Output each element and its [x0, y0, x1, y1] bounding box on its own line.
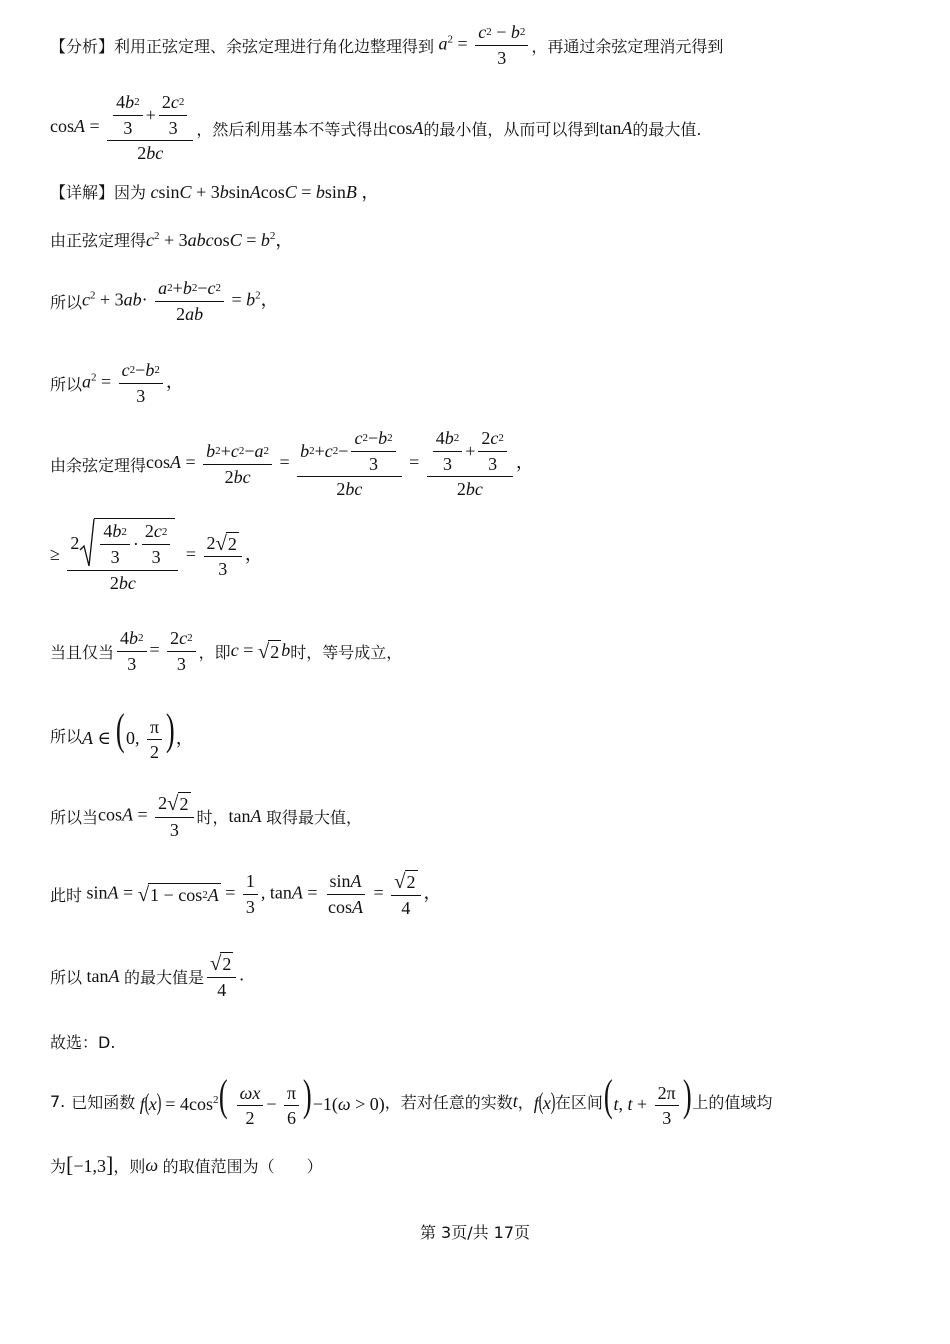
step8-text-1: 所以当 — [50, 807, 99, 827]
answer-text: 故选：D. — [50, 1033, 116, 1052]
analysis-text-3: ，然后利用基本不等式得出 — [196, 119, 389, 139]
formula-step3: $a^2$ = c 2 − b 2 3 ， — [82, 360, 184, 406]
formula-step6-eq: 4 b 2 3 = 2 c 2 3 — [114, 628, 199, 674]
formula-step1: $c^2 + 3abcosC = b^2$， — [146, 230, 294, 250]
formula-step8: cosA = 2 √ 2 3 — [98, 792, 197, 840]
analysis-text-1: 利用正弦定理、余弦定理进行角化边整理得到 — [114, 36, 435, 56]
formula-step10-val: √ 2 4 . — [204, 952, 244, 1000]
step6-text-1: 当且仅当 — [50, 642, 115, 662]
detail-intro: 因为 — [114, 182, 147, 202]
detail-line-8 — [50, 705, 910, 763]
question7-text-4: 在区间 — [554, 1093, 603, 1113]
detail-line-5 — [50, 428, 910, 500]
question7-text-8: 的取值范围为（ ） — [162, 1156, 323, 1176]
formula-step8-tanA: tanA — [228, 805, 262, 826]
formula-q7-f: $f(x) = 4\cos^2$( $\frac{\omega x}{2}$ − $\frac{\pi}{6}$ )−1(ω > 0) — [139, 1071, 385, 1129]
step1-text: 由正弦定理得 — [50, 230, 147, 250]
detail-line-1 — [50, 178, 910, 204]
step10-text-1: 所以 — [50, 967, 83, 987]
detail-line-9 — [50, 792, 910, 840]
formula-a2: $a^2$ = c 2 − b 2 3 — [434, 22, 531, 68]
analysis-line-1 — [50, 22, 910, 68]
detail-line-4 — [50, 360, 910, 406]
detail-label: 【详解】 — [50, 182, 115, 202]
step3-text: 所以 — [50, 374, 83, 394]
formula-tanA-ref: tanA — [599, 117, 633, 138]
question7-text-3: ， — [517, 1093, 534, 1113]
detail-line-12 — [50, 1030, 910, 1053]
formula-q7-t: t — [512, 1091, 518, 1112]
step10-text-2: 的最大值是 — [124, 967, 205, 987]
formula-step6-c: c = √ 2 b — [230, 639, 291, 664]
detail-line-7 — [50, 628, 910, 674]
formula-step2: $c^2 + 3ab\cdot$ a 2 + b 2 − c 2 2 ab = $b^2$， — [82, 278, 279, 324]
question7-line-2 — [50, 1152, 910, 1178]
formula-cosA-ref: cosA — [388, 117, 424, 138]
step7-text: 所以 — [50, 727, 83, 747]
step2-text: 所以 — [50, 292, 83, 312]
formula-given: csinC + 3bsinAcosC = bsinB ， — [150, 182, 380, 202]
formula-q7-omega: ω — [145, 1154, 159, 1175]
page-footer: 第 3页/共 17页 — [419, 1223, 531, 1242]
question7-text-1: 已知函数 — [71, 1093, 136, 1113]
step8-text-3: 取得最大值， — [266, 807, 363, 827]
step8-text-2: 时， — [196, 807, 229, 827]
analysis-text-2: ，再通过余弦定理消元得到 — [531, 36, 724, 56]
step6-text-2: ，即 — [198, 642, 231, 662]
formula-q7-interval: (t, t + $\frac{2\pi}{3}$ ) — [603, 1071, 692, 1129]
step9-text: 此时 — [50, 885, 83, 905]
formula-cosA-initial: cosA = 4 b 2 3 + 2 c 2 3 2 bc — [50, 92, 196, 164]
question7-text-2: ，若对任意的实数 — [384, 1093, 513, 1113]
detail-line-10 — [50, 870, 910, 918]
detail-line-3 — [50, 278, 910, 324]
step4-text: 由余弦定理得 — [50, 455, 147, 475]
formula-q7-range: [−1,3] — [66, 1152, 114, 1177]
question7-text-5: 上的值域均 — [692, 1093, 773, 1113]
formula-step4: cosA = b 2 + c 2 − a 2 2 bc = b 2 + c 2 − c 2 − b 2 3 2 bc = 4 b 2 3 + 2 c 2 3 2 bc ， — [146, 428, 534, 500]
analysis-line-2 — [50, 92, 910, 164]
analysis-text-4: 的最小值，从而可以得到 — [423, 119, 600, 139]
question7-text-6: 为 — [50, 1156, 67, 1176]
formula-step5: ≥ 2 4 b 2 3 · 2 c 2 3 2 bc = 2 √ 2 3 ， — [50, 518, 263, 594]
question7-text-7: ，则 — [113, 1156, 146, 1176]
question7-number: 7. — [50, 1092, 66, 1112]
formula-step10-tanA: tanA — [82, 965, 120, 986]
formula-step9: sinA = √ 1 − cos 2 A = $\frac{1}{3}$ , tanA = sin A cos A = √ 2 4 ， — [82, 870, 442, 918]
detail-line-11 — [50, 952, 910, 1000]
step6-text-3: 时，等号成立， — [290, 642, 403, 662]
analysis-label: 【分析】 — [50, 36, 115, 56]
question7-line-1 — [50, 1071, 910, 1129]
analysis-text-5: 的最大值. — [632, 119, 702, 139]
formula-q7-fx: f(x) — [533, 1088, 556, 1115]
detail-line-6 — [50, 518, 910, 594]
formula-step7: A ∈ (0, $\frac{\pi}{2}$ )， — [82, 705, 194, 763]
detail-line-2 — [50, 226, 910, 252]
